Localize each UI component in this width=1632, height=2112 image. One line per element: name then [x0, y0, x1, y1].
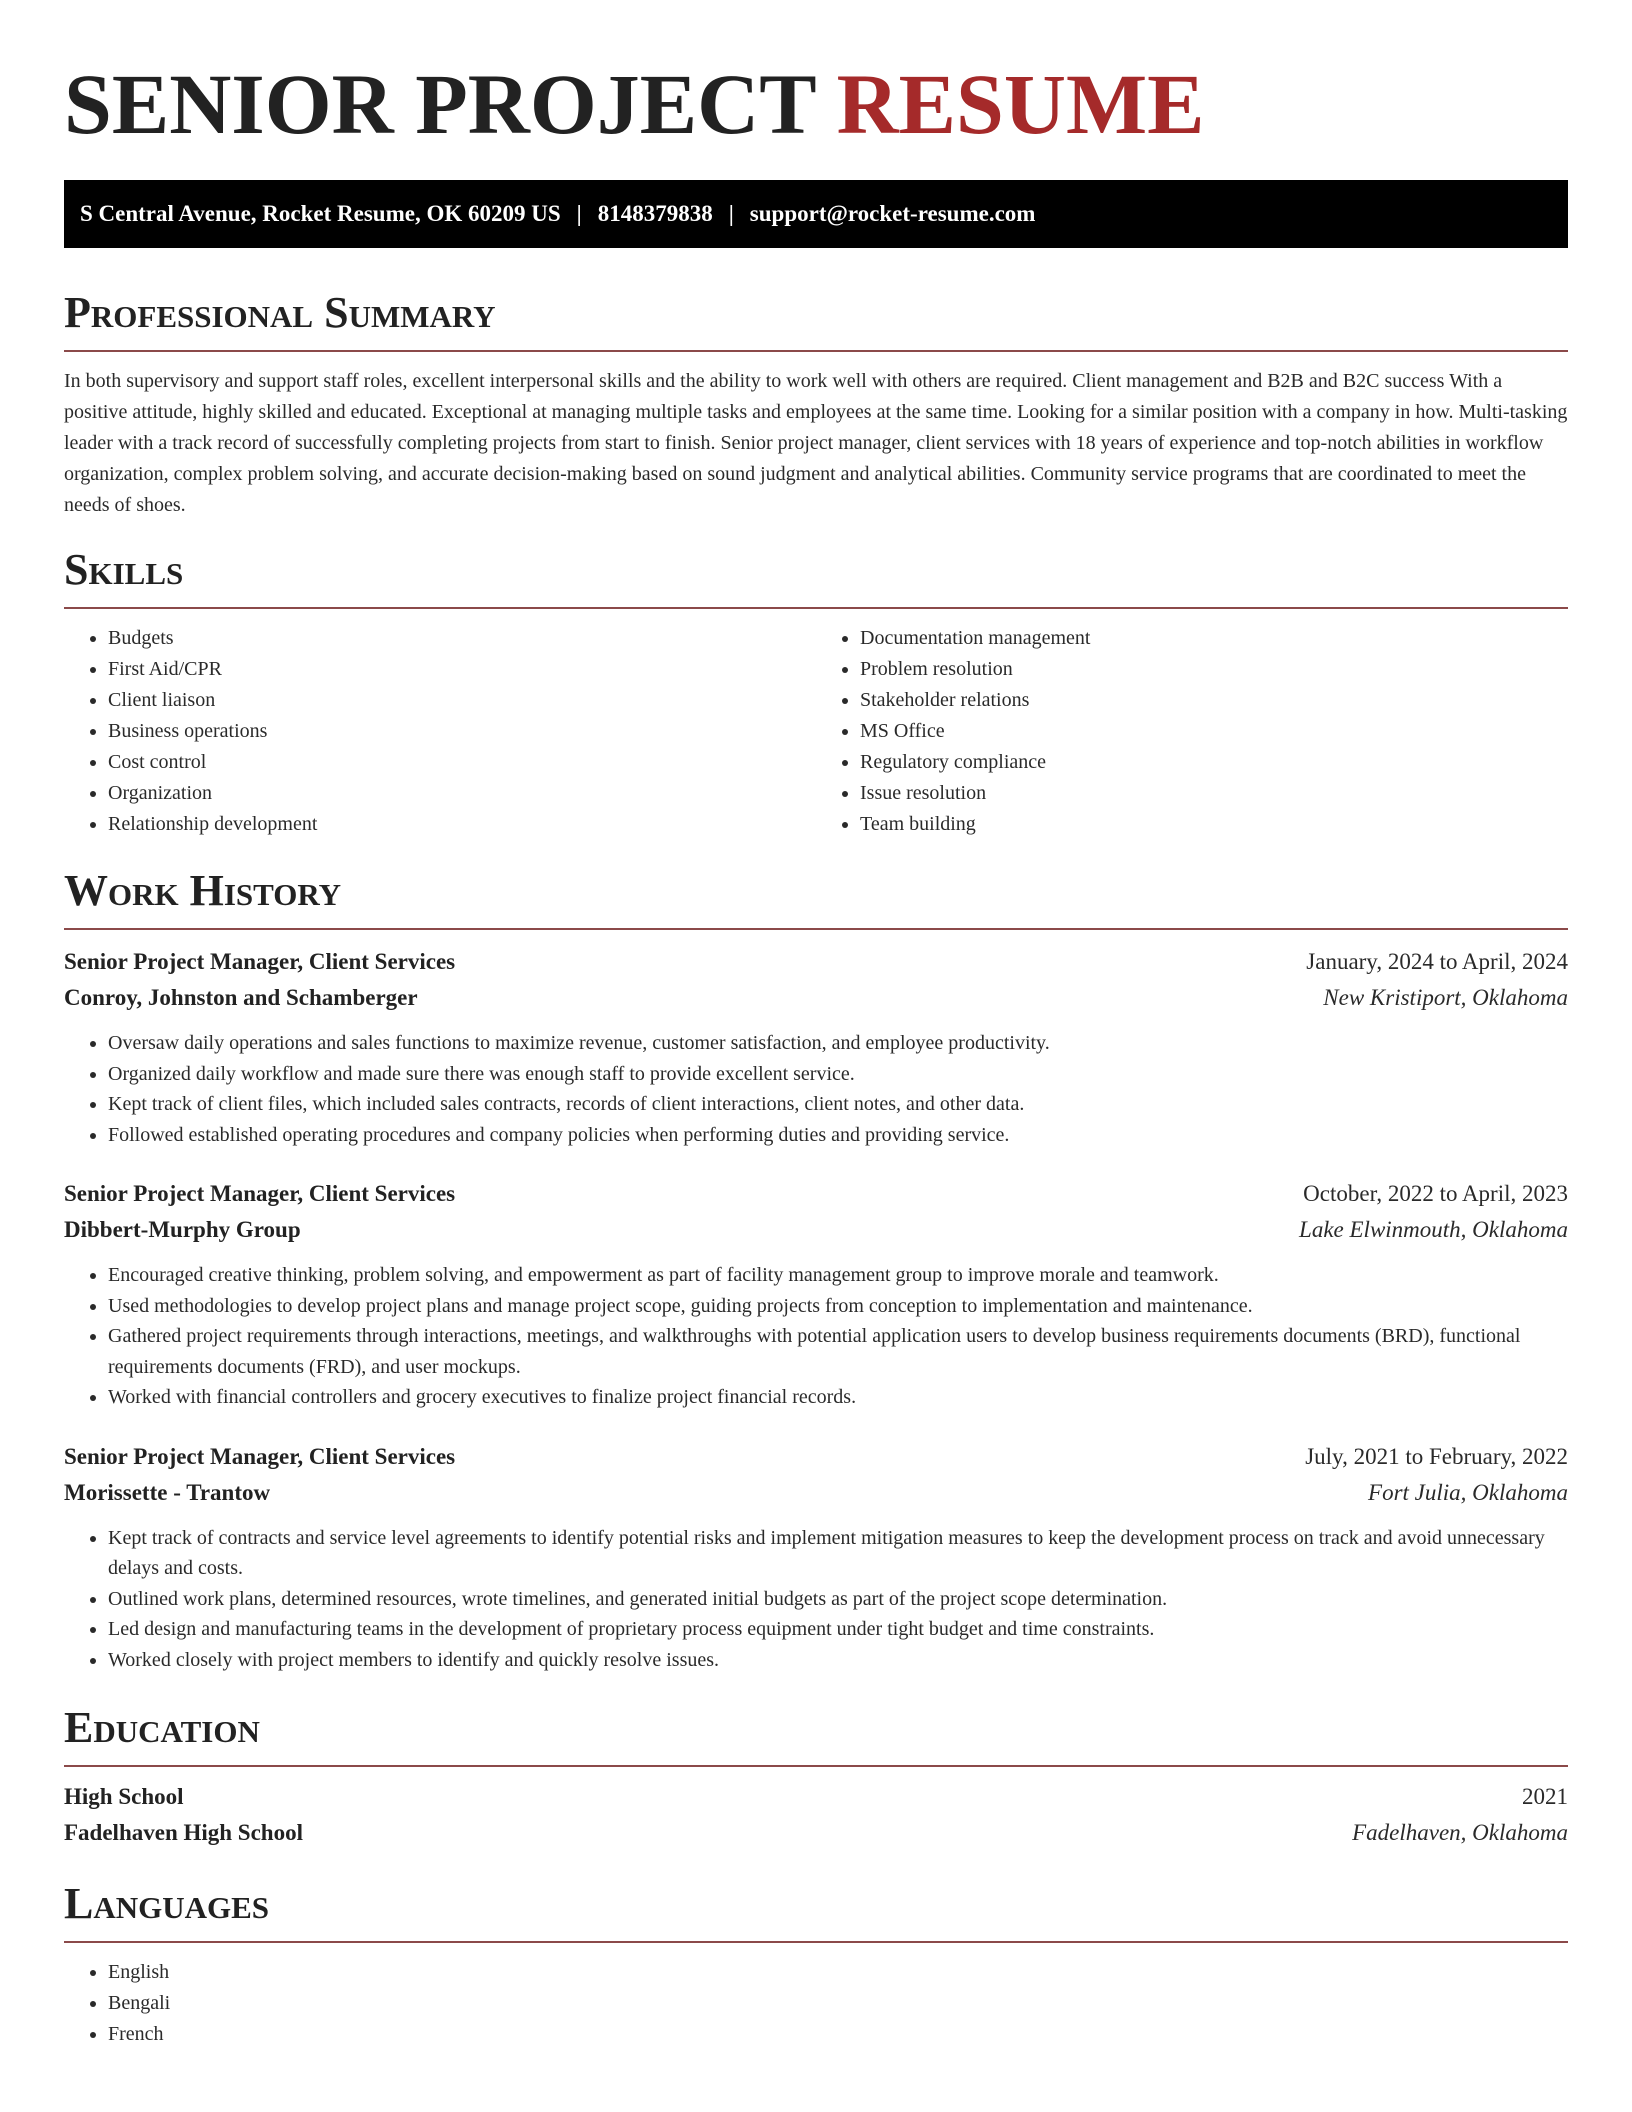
job-title: Senior Project Manager, Client Services: [64, 1443, 456, 1469]
skill-item: • First Aid/CPR: [108, 654, 816, 685]
job-header-row: [64, 944, 1568, 980]
job-bullet: • Organized daily workflow and made sure there was enough staff to provide excellent service.: [108, 1059, 1568, 1090]
job-bullet: • Gathered project requirements through interactions, meetings, and walkthroughs with potential application users to develop business requirements documents (BRD), functional requirements documents (FRD), and user mockups.: [108, 1321, 1568, 1382]
job-company: Dibbert-Murphy Group: [64, 1217, 301, 1242]
title-accent: RESUME: [836, 56, 1205, 152]
skill-item: • Regulatory compliance: [860, 747, 1568, 778]
summary-text: In both supervisory and support staff roles, excellent interpersonal skills and the ability to work well with others are required. Client management and B2B and B2C success With a positive attitude, highly skilled and educated. Exceptional at managing multiple tasks and employees at the same time. Looking for a similar position with a company in how. Multi-tasking leader with a track record of successfully completing projects from start to finish. Senior project manager, client services with 18 years of experience and top-notch abilities in workflow organization, complex problem solving, and accurate decision-making based on sound judgment and analytical abilities. Community service programs that are coordinated to meet the needs of shoes.: [64, 370, 1568, 516]
contact-phone: 8148379838: [597, 201, 713, 226]
job-bullet: • Followed established operating procedures and company policies when performing duties and providing service.: [108, 1120, 1568, 1151]
skill-item: • Cost control: [108, 747, 816, 778]
education-section: [64, 1703, 1568, 1851]
job-company: Conroy, Johnston and Schamberger: [64, 985, 418, 1010]
language-item: • French: [108, 2019, 1568, 2050]
job-bullets: [64, 1523, 1568, 1676]
education-heading: Education: [64, 1703, 1568, 1767]
skill-item: • Issue resolution: [860, 778, 1568, 809]
job-dates: January, 2024 to April, 2024: [1306, 949, 1568, 974]
job-bullet: • Worked closely with project members to identify and quickly resolve issues.: [108, 1645, 1568, 1676]
job-bullet: • Encouraged creative thinking, problem solving, and empowerment as part of facility management group to improve morale and teamwork.: [108, 1260, 1568, 1291]
skill-item: • Documentation management: [860, 623, 1568, 654]
job-company-row: [64, 1212, 1568, 1248]
job-bullet: • Used methodologies to develop project plans and manage project scope, guiding projects from conception to implementation and maintenance.: [108, 1291, 1568, 1322]
language-item: • English: [108, 1957, 1568, 1988]
skill-item: • Relationship development: [108, 809, 816, 840]
contact-address: S Central Avenue, Rocket Resume, OK 60209 US: [80, 201, 561, 226]
skills-heading: Skills: [64, 545, 1568, 609]
skill-item: • MS Office: [860, 716, 1568, 747]
skill-item: • Business operations: [108, 716, 816, 747]
job-location: Lake Elwinmouth, Oklahoma: [1299, 1217, 1568, 1242]
skill-item: • Problem resolution: [860, 654, 1568, 685]
job-entry: [64, 1439, 1568, 1676]
job-title: Senior Project Manager, Client Services: [64, 949, 456, 974]
job-bullets: [64, 1028, 1568, 1150]
job-bullets: [64, 1260, 1568, 1413]
languages-heading: Languages: [64, 1879, 1568, 1943]
contact-email: support@rocket-resume.com: [749, 201, 1036, 226]
job-header-row: [64, 1439, 1568, 1475]
summary-heading: Professional Summary: [64, 288, 1568, 352]
skill-item: • Client liaison: [108, 685, 816, 716]
skill-item: • Budgets: [108, 623, 816, 654]
job-title: Senior Project Manager, Client Services: [64, 1181, 456, 1206]
language-item: • Bengali: [108, 1988, 1568, 2019]
skills-grid: [64, 623, 1568, 840]
contact-bar: [64, 180, 1568, 248]
title-main: SENIOR PROJECT: [64, 56, 816, 152]
work-history-heading: Work History: [64, 866, 1568, 930]
skills-section: [64, 545, 1568, 840]
education-degree-row: [64, 1779, 1568, 1815]
education-location: Fadelhaven, Oklahoma: [1352, 1820, 1568, 1845]
education-degree: High School: [64, 1784, 184, 1809]
job-bullet: • Kept track of contracts and service level agreements to identify potential risks and implement mitigation measures to keep the development process on track and avoid unnecessary delays and costs.: [108, 1523, 1568, 1584]
job-company-row: [64, 980, 1568, 1016]
job-bullet: • Outlined work plans, determined resources, wrote timelines, and generated initial budgets as part of the project scope determination.: [108, 1584, 1568, 1615]
education-school-row: [64, 1815, 1568, 1851]
education-school: Fadelhaven High School: [64, 1820, 303, 1845]
job-company: Morissette - Trantow: [64, 1479, 271, 1505]
summary-section: [64, 288, 1568, 521]
skills-list-left: [64, 623, 816, 840]
work-history-section: [64, 866, 1568, 1675]
job-header-row: [64, 1176, 1568, 1212]
skills-list-right: [816, 623, 1568, 840]
skill-item: • Team building: [860, 809, 1568, 840]
education-entry: [64, 1779, 1568, 1851]
resume-title: [64, 0, 1568, 152]
contact-separator: |: [576, 201, 582, 226]
job-entry: [64, 1176, 1568, 1413]
job-dates: October, 2022 to April, 2023: [1303, 1181, 1568, 1206]
job-location: New Kristiport, Oklahoma: [1323, 985, 1568, 1010]
job-bullet: • Kept track of client files, which included sales contracts, records of client interactions, client notes, and other data.: [108, 1089, 1568, 1120]
contact-separator: |: [728, 201, 734, 226]
job-location: Fort Julia, Oklahoma: [1368, 1479, 1568, 1505]
job-bullet: • Oversaw daily operations and sales functions to maximize revenue, customer satisfaction, and employee productivity.: [108, 1028, 1568, 1059]
languages-section: [64, 1879, 1568, 2050]
skill-item: • Organization: [108, 778, 816, 809]
job-dates: July, 2021 to February, 2022: [1305, 1443, 1568, 1469]
education-year: 2021: [1522, 1784, 1568, 1809]
job-bullet: • Worked with financial controllers and grocery executives to finalize project financial records.: [108, 1382, 1568, 1413]
job-entry: [64, 944, 1568, 1150]
languages-list: [64, 1957, 1568, 2050]
skill-item: • Stakeholder relations: [860, 685, 1568, 716]
job-company-row: [64, 1475, 1568, 1511]
job-bullet: • Led design and manufacturing teams in the development of proprietary process equipment under tight budget and time constraints.: [108, 1614, 1568, 1645]
